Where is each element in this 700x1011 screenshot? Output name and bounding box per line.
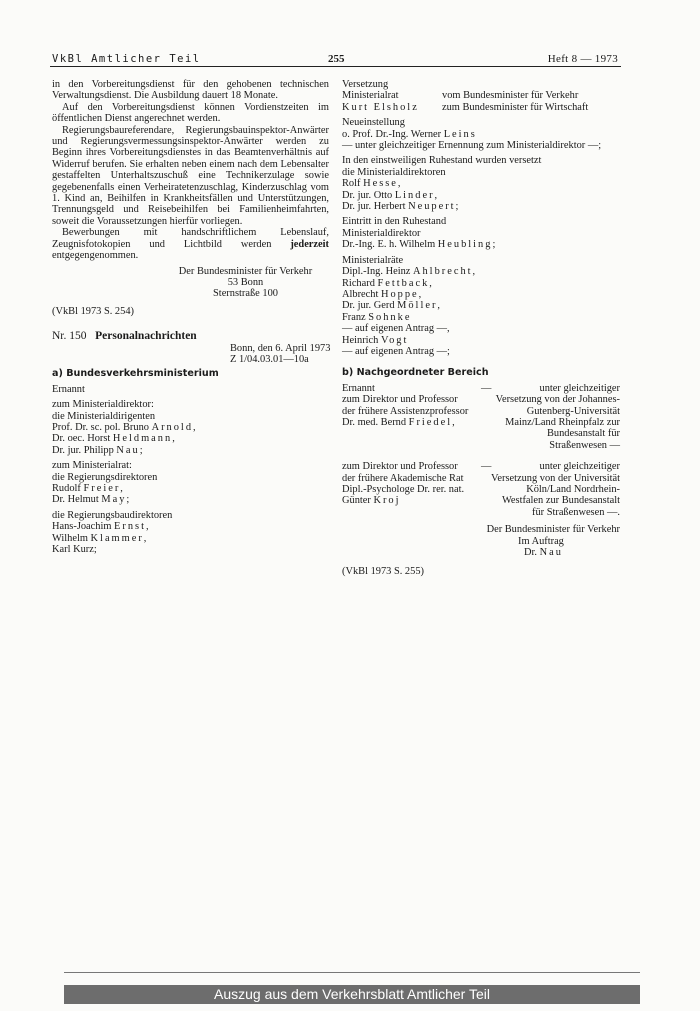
person-name: Richard Fettback, (342, 277, 432, 289)
intro-paragraph-1: in den Vorbereitungsdienst für den gehobenen technischen Verwaltungsdienst. Die Ausbildung dauert 18 Monate. (52, 79, 329, 102)
person-name: Rolf Hesse, (342, 178, 401, 190)
signature-line: Sternstraße 100 (213, 288, 278, 300)
reference-255: (VkBl 1973 S. 255) (342, 566, 424, 578)
announcement-heading (52, 331, 329, 342)
group-subtitle: die Regierungsdirektoren (52, 471, 158, 483)
announcement-number: Nr. 150 (52, 330, 87, 343)
footer-banner: Auszug aus dem Verkehrsblatt Amtlicher Teil (64, 985, 640, 1004)
announcement-title: Personalnachrichten (95, 330, 197, 343)
appointment-note: unter gleichzeitiger Versetzung von der Universität Köln/Land Nordrhein-Westfalen zur Bundesanstalt für Straßenwesen —. (491, 461, 620, 518)
signature-line: Der Bundesminister für Verkehr (178, 265, 313, 277)
em-dash: — (480, 382, 492, 394)
signature-block-right (342, 524, 620, 535)
appointment-entry-2 (342, 461, 620, 518)
application-text-pre: Bewerbungen mit handschriftlichem Lebenslauf, Zeugnisfotokopien und Lichtbild werden (52, 227, 329, 250)
group-subtitle: Ministerialräte (342, 254, 404, 266)
label-line: Dipl.-Psychologe Dr. rer. nat. (342, 484, 465, 495)
person-name: Dr. med. Bernd Friedel, (342, 416, 455, 428)
footer-rule (64, 972, 640, 973)
label-line: zum Direktor und Professor (342, 394, 458, 406)
group-title: zum Ministerialrat: (52, 460, 132, 472)
signature-name: Dr. Nau (524, 547, 563, 559)
label-line: Ernannt (342, 382, 375, 394)
date-line: Bonn, den 6. April 1973 (230, 342, 331, 354)
label-line: der frühere Assistenzprofessor (342, 405, 469, 417)
group-subtitle: die Regierungsbaudirektoren (52, 509, 173, 521)
person-name: Franz Sohnke (342, 311, 412, 323)
application-text-post: entgegengenommen. (52, 250, 139, 262)
person-name: Dr. jur. Gerd Möller, (342, 300, 441, 312)
file-reference: Z 1/04.03.01—10a (230, 353, 309, 365)
person-name: Dr. Helmut May; (52, 494, 130, 506)
versetzung-row: Kurt Elsholz zum Bundesminister für Wirtschaft (342, 101, 589, 113)
person-name: Albrecht Hoppe, (342, 288, 422, 300)
eintritt-label: Eintritt in den Ruhestand (342, 216, 447, 228)
signature-line: 53 Bonn (227, 276, 264, 288)
signature-line: Im Auftrag (518, 535, 564, 547)
person-name: Dr.-Ing. E. h. Wilhelm Heubling; (342, 239, 496, 251)
person-name: Heinrich Vogt (342, 334, 409, 346)
section-b-heading: b) Nachgeordneter Bereich (342, 367, 489, 379)
running-header-title: VkBl Amtlicher Teil (52, 53, 201, 65)
neueinstellung-note: — unter gleichzeitiger Ernennung zum Ministerialdirektor —; (342, 140, 602, 152)
person-name: Dr. oec. Horst Heldmann, (52, 433, 175, 445)
right-column (342, 79, 620, 578)
left-column (52, 79, 329, 555)
person-name: Dr. jur. Otto Linder, (342, 189, 438, 201)
intro-paragraph-2: Auf den Vorbereitungsdienst können Vordienstzeiten im öffentlichen Dienst angerechnet werden. (52, 101, 329, 125)
intro-paragraph-3: Regierungsbaureferendare, Regierungsbauinspektor-Anwärter und Regierungsvermessungsinspektor-Anwärter werden zu Beginn ihres Vorbereitungsdienstes in das Beamtenverhältnis auf Widerruf berufen. Sie erhalten neben einem nach dem Lebensalter gestaffelten Unterhaltszuschuß eine Technikerzulage sowie gegebenenfalls einen Verheiratetenzuschlag, Kinderzuschlag vom 1. Kind an, Beihilfen in Krankheitsfällen und Unterstützungen, Trennungsgeld und Reisebeihilfen bei Familienheimfahrten, soweit die Voraussetzungen hierfür vorliegen. (52, 124, 329, 227)
person-name: Hans-Joachim Ernst, (52, 521, 149, 533)
page-number: 255 (328, 53, 345, 65)
ernannt-label: Ernannt (52, 383, 85, 395)
reference-254: (VkBl 1973 S. 254) (52, 305, 134, 317)
date-block (52, 343, 329, 366)
group-title: zum Ministerialdirektor: (52, 399, 154, 411)
neueinstellung-label: Neueinstellung (342, 117, 405, 129)
label-line: der frühere Akademische Rat (342, 472, 464, 484)
person-name: Rudolf Freier, (52, 483, 123, 494)
appointment-note: unter gleichzeitiger Versetzung von der Johannes-Gutenberg-Universität Mainz/Land Rheinpfalz zur Bundesanstalt für Straßenwesen — (495, 382, 620, 451)
application-paragraph (52, 227, 329, 261)
person-name: Günter Kroj (342, 495, 401, 507)
issue-label: Heft 8 — 1973 (547, 53, 618, 65)
person-name: Dr. jur. Herbert Neupert; (342, 201, 459, 213)
em-dash: — (480, 461, 492, 473)
person-name: Wilhelm Klammer, (52, 532, 147, 544)
person-name: Karl Kurz; (52, 544, 97, 556)
versetzung-label: Versetzung (342, 79, 389, 90)
person-name: Prof. Dr. sc. pol. Bruno Arnold, (52, 421, 196, 433)
versetzung-row: Ministerialrat vom Bundesminister für Verkehr (342, 90, 579, 102)
note-line: — auf eigenen Antrag —, (342, 323, 450, 335)
appointment-entry-1 (342, 383, 620, 451)
label-line: zum Direktor und Professor (342, 461, 458, 473)
signature-line: Der Bundesminister für Verkehr (486, 524, 620, 536)
ruhestand-versetzt-label: In den einstweiligen Ruhestand wurden versetzt (342, 155, 542, 167)
person-name: o. Prof. Dr.-Ing. Werner Leins (342, 128, 477, 140)
note-line: — auf eigenen Antrag —; (342, 345, 450, 357)
signature-block-left (52, 266, 329, 300)
group-subtitle: die Ministerialdirigenten (52, 410, 156, 422)
group-subtitle: die Ministerialdirektoren (342, 166, 446, 178)
person-name: Dr. jur. Philipp Nau; (52, 444, 143, 456)
group-subtitle: Ministerialdirektor (342, 227, 421, 239)
application-text-bold: jederzeit (290, 238, 329, 250)
person-name: Dipl.-Ing. Heinz Ahlbrecht, (342, 266, 476, 278)
header-rule (50, 66, 621, 67)
section-a-heading: a) Bundesverkehrsministerium (52, 368, 219, 380)
